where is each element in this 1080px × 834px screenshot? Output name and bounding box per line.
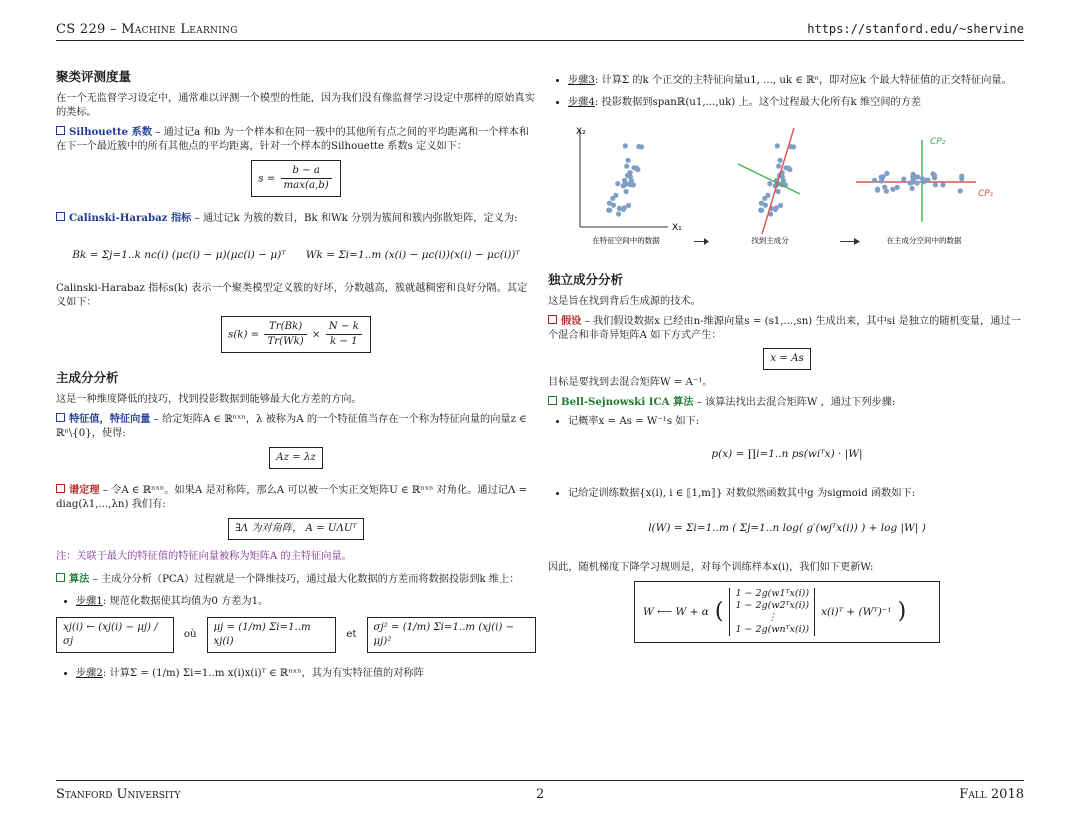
square-bullet-icon (548, 396, 557, 405)
clustering-intro: 在一个无监督学习设定中，通常难以评测一个模型的性能，因为我们没有像监督学习设定中那样的原始真实的类标。 (56, 93, 535, 118)
scatter-point (628, 170, 633, 175)
eigen-term: 特征值，特征向量 (56, 413, 151, 425)
scatter-point (624, 189, 629, 194)
silhouette-paragraph: Silhouette 系数 – 通过记a 和b 为一个样本和在同一簇中的其他所有点之间的平均距离和一个样本和在下一个最近簇中的所有其他点的平均距离，针对一个样本的Silhouette 系数s 定义如下： (56, 126, 530, 152)
scatter-point (624, 181, 629, 186)
scatter-point (616, 211, 621, 216)
pca-steps-list (56, 595, 536, 681)
pca-intro: 这是一种维度降低的技巧，找到投影数据到能够最大化方差的方向。 (56, 394, 362, 405)
footer-university: Stanford University (56, 787, 181, 802)
pca-title: 主成分分析 (56, 370, 119, 385)
scatter-points-feature-space (606, 143, 644, 216)
silhouette-equation: s = $\frac{b - a}{\max(a,b)}$ (56, 160, 536, 197)
scatter-point (758, 208, 763, 213)
scatter-point (911, 172, 916, 177)
ica-goal: 目标是要找到去混合矩阵W = A⁻¹。 (548, 377, 713, 388)
header-url[interactable]: https://stanford.edu/~shervine (807, 22, 1024, 36)
spectral-paragraph: 谱定理 – 令A ∈ ℝⁿˣⁿ。如果A 是对称阵，那么A 可以被一个实正交矩阵U ∈ ℝⁿˣⁿ 对角化。通过记Λ = diag(λ1,...,λn) 我们有: (56, 484, 528, 510)
scatter-point (636, 144, 641, 149)
ch-paragraph: Calinski-Harabaz 指标 – 通过记k 为簇的数目，Bk 和Wk 分别为簇间和簇内弥散矩阵，定义为: (56, 211, 536, 226)
scatter-point (958, 188, 963, 193)
ch-scatter-equations: Bk = Σj=1..k nc(i) (μc(i) − μ)(μc(i) − μ)ᵀ Wk = Σi=1..m (x(i) − μc(i))(x(i) − μc(i))ᵀ (72, 249, 520, 261)
scatter-point (626, 158, 631, 163)
cp2-label: CP₂ (930, 137, 946, 147)
scatter-point (622, 205, 627, 210)
square-bullet-icon (56, 126, 65, 135)
scatter-point (872, 178, 877, 183)
pca-step-3: • 步骤3: 计算Σ 的k 个正交的主特征向量u1, ..., uk ∈ ℝⁿ，即对应k 个最大特征值的正交特征向量。 (568, 74, 1026, 88)
scatter-point (606, 208, 611, 213)
scatter-point (933, 182, 938, 187)
page-footer (56, 780, 1024, 805)
scatter-point (775, 143, 780, 148)
hypothesis-term: 假设 (548, 315, 581, 327)
ica-intro: 这是旨在找到背后生成源的技术。 (548, 296, 701, 307)
ica-step-probability: • 记概率x = As = W⁻¹s 如下: p(x) = ∏i=1..n ps(wiᵀx) · |W| (568, 415, 1026, 461)
header-course-title: CS 229 – Machine Learning (56, 22, 238, 37)
ica-steps-list (548, 415, 1026, 535)
bell-sejnowski-paragraph: Bell-Sejnowski ICA 算法 – 该算法找出去混合矩阵W ，通过下列步骤: (548, 395, 1026, 410)
scatter-point (890, 187, 895, 192)
scatter-point (776, 189, 781, 194)
scatter-point (875, 188, 880, 193)
scatter-point (774, 205, 779, 210)
scatter-point (610, 196, 615, 201)
square-bullet-icon (56, 413, 65, 422)
scatter-point (624, 164, 629, 169)
scatter-point (763, 203, 768, 208)
square-bullet-icon (548, 315, 557, 324)
ch-term: Calinski-Harabaz 指标 (56, 212, 191, 224)
step1-equations: xj(i) ← (xj(i) − μj) / σj où μj = (1/m) Σi=1..m xj(i) et σj² = (1/m) Σi=1..m (xj(i) − μj)² (56, 617, 536, 653)
spectral-term: 谱定理 (56, 484, 100, 496)
ch-paragraph-2: Calinski-Harabaz 指标s(k) 表示一个聚类模型定义簇的好坏，分数越高，簇就越稠密和良好分隔。其定义如下： (56, 283, 528, 308)
eigen-paragraph: 特征值，特征向量 – 给定矩阵A ∈ ℝⁿˣⁿ，λ 被称为A 的一个特征值当存在一个称为特征向量的向量z ∈ ℝⁿ\{0}，使得: (56, 413, 527, 439)
scatter-point (911, 178, 916, 183)
eigen-equation: Az = λz (56, 447, 536, 469)
algo-paragraph: 算法 – 主成分分析（PCA）过程就是一个降维技巧，通过最大化数据的方差而将数据投影到k 维上： (56, 572, 536, 587)
square-bullet-icon (56, 573, 65, 582)
loglik-equation: l(W) = Σi=1..m ( Σj=1..n log( g′(wjᵀx(i)) ) + log |W| ) (648, 522, 926, 534)
footer-page-number: 2 (536, 787, 545, 802)
scatter-point (776, 164, 781, 169)
ica-hypothesis: 假设 – 我们假设数据x 已经由n-维源向量s = (s1,...,sn) 生成出来，其中si 是独立的随机变量，通过一个混合和非奇异矩阵A 如下方式产生： (548, 315, 1021, 341)
scatter-point (615, 181, 620, 186)
scatter-point (762, 196, 767, 201)
algo-term: 算法 (56, 573, 89, 585)
ch-index-equation: s(k) = $\frac{Tr(Bk)}{Tr(Wk)}$ × $\frac{N - k}{k - 1}$ (56, 316, 536, 353)
scatter-point (920, 176, 925, 181)
pca-step-2: • 步骤2: 计算Σ = (1/m) Σi=1..m x(i)x(i)ᵀ ∈ ℝⁿˣⁿ，其为有实特征值的对称阵 (76, 667, 536, 681)
scatter-point (901, 177, 906, 182)
sgd-paragraph: 因此，随机梯度下降学习规则是，对每个训练样本x(i)，我们如下更新W: (548, 562, 874, 573)
probability-equation: p(x) = ∏i=1..n ps(wiᵀx) · |W| (711, 448, 863, 460)
scatter-point (925, 178, 930, 183)
caption-component-space: 在主成分空间中的数据 (886, 236, 962, 245)
square-bullet-icon (56, 212, 65, 221)
x2-axis-label: X₂ (576, 127, 586, 137)
page-header (56, 20, 1024, 41)
sgd-update-rule: W ⟵ W + α ( 1 − 2g(w1ᵀx(i)) 1 − 2g(w2ᵀx(i)) ⋮ 1 − 2g(wnᵀx(i)) x(i)ᵀ + (Wᵀ)⁻¹ ) (634, 581, 940, 643)
scatter-point (959, 176, 964, 181)
scatter-point (631, 165, 636, 170)
square-bullet-icon (56, 484, 65, 493)
sgd-vector: 1 − 2g(w1ᵀx(i)) 1 − 2g(w2ᵀx(i)) ⋮ 1 − 2g(wnᵀx(i)) (729, 588, 815, 636)
scatter-point (631, 182, 636, 187)
arrow-right-icon (840, 238, 860, 245)
scatter-point (623, 143, 628, 148)
left-column (56, 70, 536, 687)
silhouette-term: Silhouette 系数 (56, 126, 152, 138)
ica-step-loglik: • 记给定训练数据{x(i), i ∈ ⟦1,m⟧} 对数似然函数其中g 为sigmoid 函数如下: l(W) = Σi=1..m ( Σj=1..n log( g′(wjᵀx(i)) ) + log |W| ) (568, 487, 1026, 535)
cp1-label: CP₁ (978, 189, 994, 199)
pca-step-1: • 步骤1: 规范化数据使其均值为0 方差为1。 xj(i) ← (xj(i) − μj) / σj où μj = (1/m) Σi=1..m xj(i) et σj² = (1/m) Σi=1..m (xj(i) − μj)² (76, 595, 536, 653)
x1-axis-label: X₁ (672, 223, 682, 233)
pca-note: 注：关联于最大的特征值的特征向量被称为矩阵A 的主特征向量。 (56, 551, 352, 562)
scatter-point (940, 182, 945, 187)
caption-find-components: 找到主成分 (751, 236, 789, 245)
caption-feature-space: 在特征空间中的数据 (592, 236, 660, 245)
scatter-points-principal (758, 143, 796, 216)
right-column (548, 70, 1026, 649)
scatter-point (881, 174, 886, 179)
pca-figure (548, 122, 1026, 252)
scatter-point (932, 175, 937, 180)
scatter-point (783, 165, 788, 170)
arrow-right-icon (694, 238, 709, 245)
spectral-equation: ∃Λ 为对角阵， A = UΛUᵀ (56, 518, 536, 540)
scatter-point (778, 158, 783, 163)
pca-step-4: • 步骤4: 投影数据到spanℝ(u1,...,uk) 上。这个过程最大化所有k 维空间的方差 (568, 96, 1026, 110)
scatter-point (882, 185, 887, 190)
scatter-point (767, 181, 772, 186)
ica-title: 独立成分分析 (548, 272, 624, 287)
clustering-title: 聚类评测度量 (56, 69, 132, 84)
bell-sejnowski-term: Bell-Sejnowski ICA 算法 (548, 396, 693, 408)
mixing-equation: x = As (548, 348, 1026, 370)
scatter-point (617, 206, 622, 211)
pca-steps-list-cont (548, 74, 1026, 110)
footer-term: Fall 2018 (959, 787, 1024, 802)
scatter-point (611, 203, 616, 208)
scatter-point (910, 186, 915, 191)
